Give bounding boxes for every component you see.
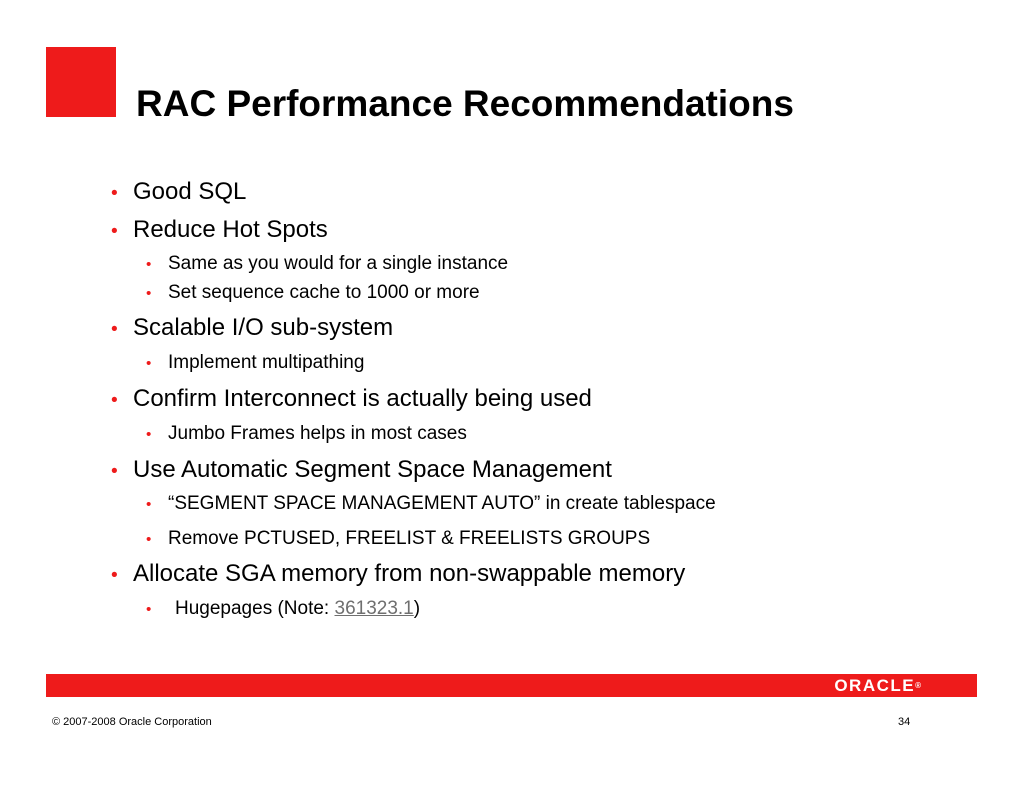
page-number: 34 [898,716,911,728]
footer-bar [46,674,977,697]
sub-bullet-hugepages: • Hugepages (Note: 361323.1) [168,596,420,622]
bullet-sga-memory: • Allocate SGA memory from non-swappable memory [133,559,685,589]
bullet-dot-icon: • [111,221,118,242]
bullet-dot-icon: • [111,565,118,586]
copyright-text: © 2007-2008 Oracle Corporation [52,716,212,728]
bullet-dot-icon: • [146,426,152,443]
sub-bullet-sequence-cache: • Set sequence cache to 1000 or more [168,280,480,306]
oracle-logo: ORACLE® [834,676,921,695]
sub-bullet-single-instance: • Same as you would for a single instance [168,251,508,277]
sub-bullet-multipathing: • Implement multipathing [168,350,364,376]
bullet-dot-icon: • [111,319,118,340]
bullet-interconnect: • Confirm Interconnect is actually being used [133,384,592,414]
sub-bullet-remove-pctused: • Remove PCTUSED, FREELIST & FREELISTS GROUPS [168,526,650,552]
red-accent-square [46,47,116,117]
bullet-dot-icon: • [146,256,152,273]
bullet-dot-icon: • [146,601,152,618]
bullet-dot-icon: • [146,531,152,548]
bullet-scalable-io: • Scalable I/O sub-system [133,313,393,343]
bullet-dot-icon: • [111,461,118,482]
slide-title: RAC Performance Recommendations [136,83,794,124]
bullet-dot-icon: • [111,183,118,204]
bullet-reduce-hot-spots: • Reduce Hot Spots [133,215,328,245]
bullet-dot-icon: • [146,355,152,372]
bullet-good-sql: • Good SQL [133,177,246,207]
bullet-assm: • Use Automatic Segment Space Management [133,455,612,485]
bullet-dot-icon: • [146,496,152,513]
note-link[interactable]: 361323.1 [334,598,414,619]
sub-bullet-jumbo-frames: • Jumbo Frames helps in most cases [168,421,467,447]
bullet-dot-icon: • [111,390,118,411]
bullet-dot-icon: • [146,285,152,302]
sub-bullet-segment-space-auto: • “SEGMENT SPACE MANAGEMENT AUTO” in create tablespace [168,491,716,517]
